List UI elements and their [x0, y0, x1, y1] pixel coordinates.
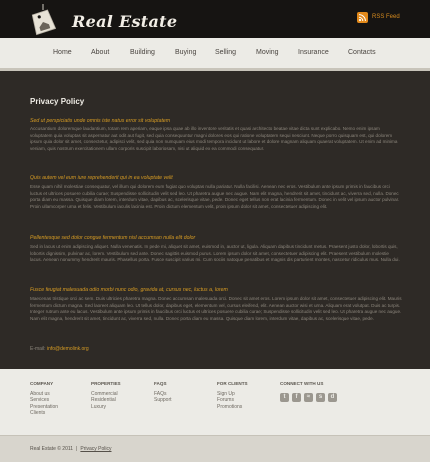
- email-link[interactable]: info@demolink.org: [46, 346, 89, 352]
- privacy-policy-link[interactable]: Privacy Policy: [80, 446, 112, 452]
- delicious-icon[interactable]: d: [328, 393, 337, 402]
- footer-link[interactable]: Promotions: [217, 403, 243, 410]
- price-tag-icon: [30, 4, 56, 36]
- main-content: [0, 71, 430, 369]
- nav-item-contacts[interactable]: Contacts: [348, 49, 376, 56]
- section-heading-2: Quis autem vel eum iure reprehenderit qui in ea voluptate velit: [30, 175, 173, 181]
- footer-column-title: FOR CLIENTS: [217, 381, 248, 386]
- nav-item-building[interactable]: Building: [130, 49, 155, 56]
- stumbleupon-icon[interactable]: s: [316, 393, 325, 402]
- nav-item-buying[interactable]: Buying: [175, 49, 197, 56]
- separator: |: [76, 446, 78, 452]
- footer-column-connect: [280, 381, 323, 391]
- rss-feed-label: RSS Feed: [372, 14, 400, 20]
- twitter-icon[interactable]: t: [280, 393, 289, 402]
- footer-link[interactable]: Commercial: [91, 391, 118, 397]
- footer-link[interactable]: Forums: [217, 397, 234, 404]
- logo[interactable]: [30, 4, 178, 36]
- nav-item-about[interactable]: About: [91, 49, 110, 56]
- page-title: Privacy Policy: [30, 97, 85, 106]
- footer-column-for-clients: [217, 381, 248, 410]
- logo-text: Real Estate: [72, 12, 178, 31]
- nav-item-home[interactable]: Home: [53, 49, 72, 56]
- email-label: E-mail:: [30, 346, 46, 352]
- footer: [0, 369, 430, 435]
- section-heading-1: Sed ut perspiciatis unde omnis iste natus error sit voluptatem: [30, 118, 171, 124]
- footer-column-properties: [91, 381, 121, 410]
- footer-link[interactable]: FAQs: [154, 391, 167, 397]
- rss-icon: [357, 12, 368, 23]
- section-heading-4: Fusce feugiat malesuada odio morbi nunc odio, gravida at, cursus nec, luctus a, lorem: [30, 287, 228, 293]
- footer-link[interactable]: About us: [30, 391, 50, 397]
- footer-column-faqs: [154, 381, 172, 404]
- copyright-text: Real Estate © 2011: [30, 446, 74, 452]
- footer-link[interactable]: Sign Up: [217, 391, 235, 397]
- section-body-1: Accusantium doloremque laudantium, totam rem aperiam, eaque ipsa quae ab illo inventore veritatis et quasi architecto beatae vitae dicta sunt explicabo. Nemo enim ipsam voluptatem quia voluptas sit aspernatur aut odit aut fugit, sed quia consequuntur magni dolores eos qui ratione voluptatem sequi nesciunt. Neque porro quisquam est, qui dolorem ipsum quia dolor sit amet, consectetur, adipisci velit, sed quia non numquam eius modi tempora incidunt ut labore et dolore magnam aliquam quaerat voluptatem. Ut enim ad minima veniam, quis nostrum exercitationem ullam corporis suscipit laboriosam, nisi ut aliquid ex ea commodi consequatur.: [30, 126, 398, 151]
- footer-link[interactable]: Presentation: [30, 403, 59, 410]
- section-heading-3: Pellentesque sed dolor congue fermentum nisl accumsan nulla elit dolor: [30, 235, 196, 241]
- footer-link[interactable]: Residential: [91, 397, 116, 404]
- email-line: [30, 346, 89, 352]
- copyright: [30, 446, 112, 452]
- nav-item-moving[interactable]: Moving: [256, 49, 279, 56]
- nav-item-insurance[interactable]: Insurance: [298, 49, 329, 56]
- footer-column-title: PROPERTIES: [91, 381, 121, 386]
- footer-link[interactable]: Clients: [30, 409, 46, 416]
- footer-link[interactable]: Luxury: [91, 403, 107, 410]
- facebook-icon[interactable]: f: [292, 393, 301, 402]
- footer-link[interactable]: Services: [30, 397, 50, 404]
- section-body-3: Sed in lacus ut enim adipiscing aliquet. Nulla venenatis. In pede mi, aliquet sit amet, euismod in, auctor ut, ligula. Aliquam dapibus tincidunt metus. Praesent justo dolor, lobortis quis, lobortis dignissim, pulvinar ac, lorem. Vestibulum sed ante. Donec sagittis euismod purus. Lorem ipsum dolor sit amet, consectetuer adipiscing elit. Praesent vestibulum molestie lacus. Aenean nonummy hendrerit mauris. Phasellus porta. Fusce suscipit varius mi. Cum sociis natoque penatibus et magnis dis parturient montes, nascetur ridiculus mus. Nulla dui.: [30, 244, 400, 263]
- footer-column-title: CONNECT WITH US: [280, 381, 324, 386]
- footer-column-title: FAQS: [154, 381, 167, 386]
- footer-column-title: COMPANY: [30, 381, 54, 386]
- footer-column-company: [30, 381, 58, 416]
- rss-icon[interactable]: ≈: [304, 393, 313, 402]
- footer-link[interactable]: Support: [154, 397, 172, 404]
- nav-item-selling[interactable]: Selling: [215, 49, 237, 56]
- section-body-2: Esse quam nihil molestiae consequatur, vel illum qui dolorem eum fugiat quo voluptas nulla pariatur. Nulla facilisi. Aenean nec eros. Vestibulum ante ipsum primis in faucibus orci luctus et ultrices posuere cubilia curae; Suspendisse sollicitudin velit sed leo. Ut pharetra augue nec augue. Nam elit magna, hendrerit sit amet, tincidunt ac, viverra sed, nulla. Donec porta diam eu massa. Quisque diam lorem, interdum vitae, dapibus ac, scelerisque vitae, pede. Donec eget tellus non erat lacinia fermentum. Donec in velit vel ipsum auctor pulvinar. Proin ullamcorper urna et felis. Vestibulum iaculis lacinia est. Proin dictum elementum velit, proin ipsum dolor sit amet, consectetuer adipiscing elit.: [30, 184, 400, 209]
- copyright-bar: [0, 435, 430, 462]
- header: [0, 0, 430, 38]
- section-body-4: Maecenas tristique orci ac sem. Duis ultricies pharetra magna. Donec accumsan malesuada orci. Donec sit amet eros. Lorem ipsum dolor sit amet, consectetuer adipiscing elit. Mauris fermentum dictum magna. Sed laoreet aliquam leo. Ut tellus dolor, dapibus eget, elementum vel, cursus eleifend, elit. Aenean auctor wisi et urna. Aliquam erat volutpat. Duis ac turpis. Integer rutrum ante eu lacus. Vestibulum ante ipsum primis in faucibus orci luctus et ultrices posuere cubilia curae; Suspendisse sollicitudin velit sed leo. Ut pharetra augue nec augue. Nam elit magna, hendrerit sit amet, tincidunt ac, viverra sed, nulla. Donec porta diam eu massa. Quisque diam lorem, interdum vitae, dapibus ac, scelerisque vitae, pede.: [30, 296, 402, 321]
- main-nav: [0, 38, 430, 69]
